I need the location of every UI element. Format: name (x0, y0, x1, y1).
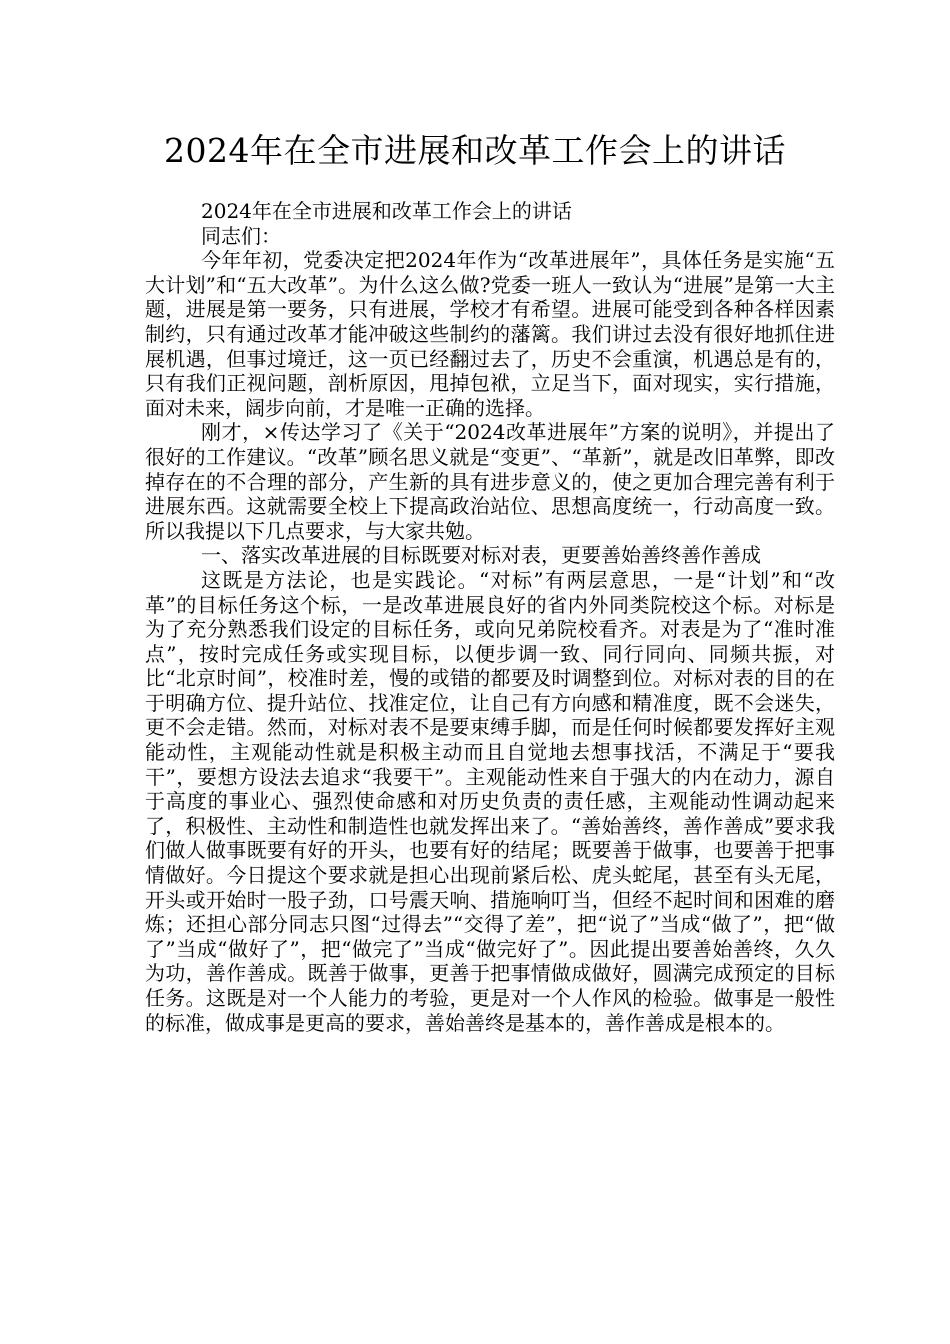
paragraph-3: 这既是方法论，也是实践论。“对标”有两层意思，一是“计划”和“改革”的目标任务这个标，一是改革进展良好的省内外同类院校这个标。对标是为了充分熟悉我们设定的目标任务，或向兄弟院校看齐。对表是为了“准时准点”，按时完成任务或实现目标，以便步调一致、同行同向、同频共振，对比“北京时间”，校准时差，慢的或错的都要及时调整到位。对标对表的目的在于明确方位、提升站位、找准定位，让自己有方向感和精准度，既不会迷失，更不会走错。然而，对标对表不是要束缚手脚，而是任何时候都要发挥好主观能动性，主观能动性就是积极主动而且自觉地去想事找活，不满足于“要我干”，要想方设法去追求“我要干”。主观能动性来自于强大的内在动力，源自于高度的事业心、强烈使命感和对历史负责的责任感，主观能动性调动起来了，积极性、主动性和制造性也就发挥出来了。“善始善终，善作善成”要求我们做人做事既要有好的开头，也要有好的结尾；既要善于做事，也要善于把事情做好。今日提这个要求就是担心出现前紧后松、虎头蛇尾，甚至有头无尾，开头或开始时一股子劲，口号震天响、措施响叮当，但经不起时间和困难的磨炼；还担心部分同志只图“过得去”“交得了差”，把“说了”当成“做了”，把“做了”当成“做好了”，把“做完了”当成“做完好了”。因此提出要善始善终，久久为功，善作善成。既善于做事，更善于把事情做成做好，圆满完成预定的目标任务。这既是对一个人能力的考验，更是对一个人作风的检验。做事是一般性的标准，做成事是更高的要求，善始善终是基本的，善作善成是根本的。 (145, 567, 835, 1035)
section-heading-1: 一、落实改革进展的目标既要对标对表，更要善始善终善作善成 (201, 543, 761, 568)
salutation: 同志们： (201, 223, 281, 248)
document-subtitle: 2024年在全市进展和改革工作会上的讲话 (201, 199, 572, 223)
document-title: 2024年在全市进展和改革工作会上的讲话 (164, 131, 786, 170)
paragraph-1: 今年年初，党委决定把2024年作为“改革进展年”，具体任务是实施“五大计划”和“五大改革”。为什么这么做?党委一班人一致认为“进展”是第一大主题，进展是第一要务，只有进展，学校才有希望。进展可能受到各种各样因素制约，只有通过改革才能冲破这些制约的藩篱。我们讲过去没有很好地抓住进展机遇，但事过境迁，这一页已经翻过去了，历史不会重演，机遇总是有的，只有我们正视问题，剖析原因，甩掉包袱，立足当下，面对现实，实行措施，面对未来，阔步向前，才是唯一正确的选择。 (145, 248, 835, 420)
paragraph-2: 刚才，×传达学习了《关于“2024改革进展年”方案的说明》，并提出了很好的工作建议。“改革”顾名思义就是“变更”、“革新”，就是改旧革弊，即改掉存在的不合理的部分，产生新的具有进步意义的，使之更加合理完善有利于进展东西。这就需要全校上下提高政治站位、思想高度统一，行动高度一致。所以我提以下几点要求，与大家共勉。 (145, 420, 835, 543)
document-body (145, 199, 835, 1035)
